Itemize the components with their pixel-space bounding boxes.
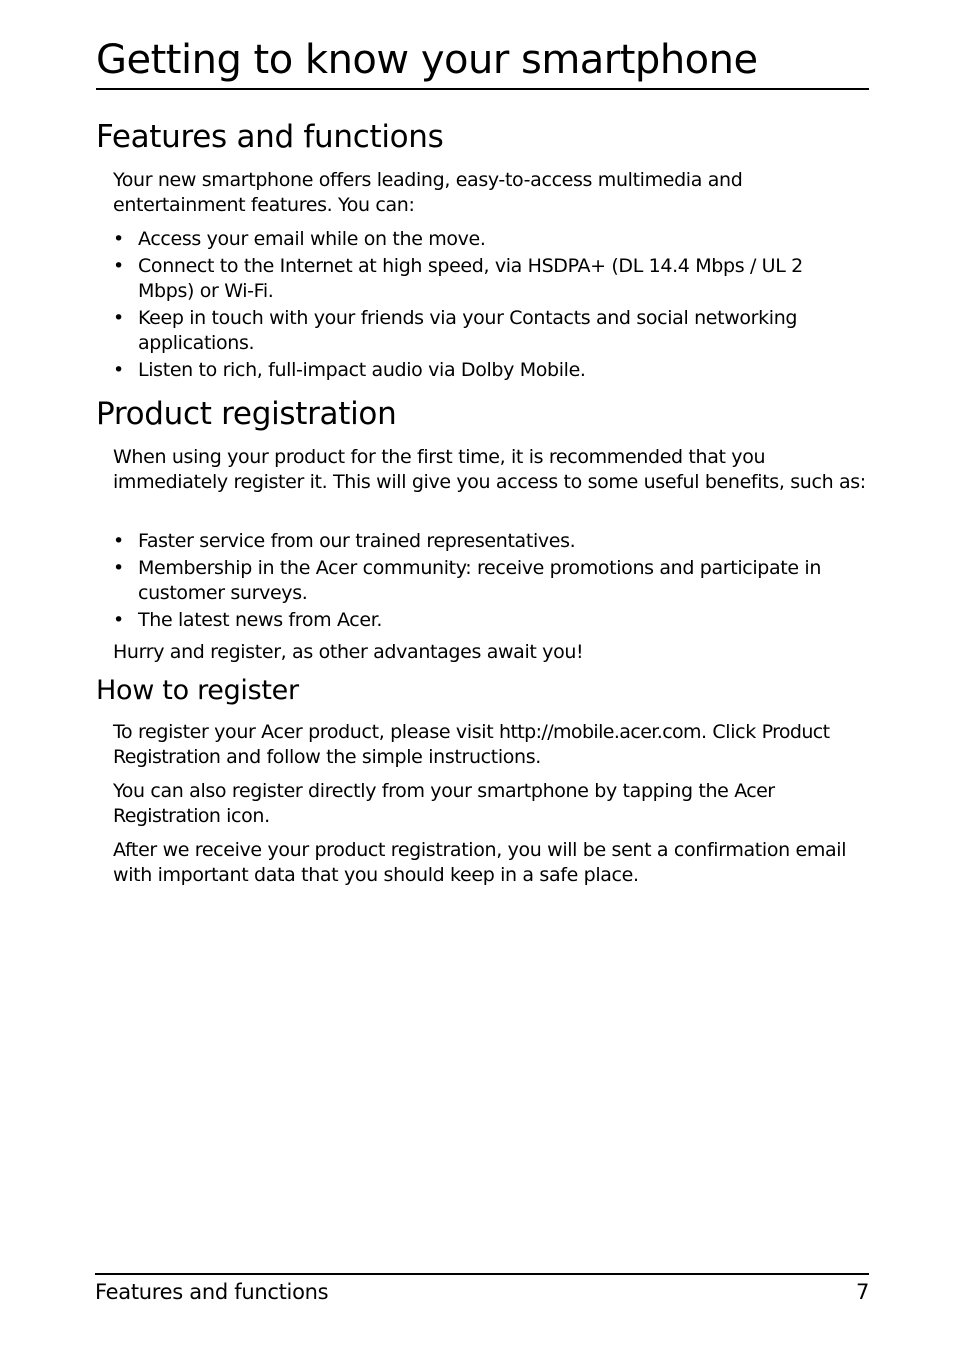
features-intro: Your new smartphone offers leading, easy-to-access multimedia and entertainment features. You can: xyxy=(113,169,743,216)
registration-intro: When using your product for the first time, it is recommended that you immediately register it. This will give you access to some useful benefits, such as: xyxy=(113,446,866,493)
registration-heading: Product registration xyxy=(96,396,397,432)
page-title: Getting to know your smartphone xyxy=(96,34,869,90)
text-span: You can also register directly from your smartphone by tapping the xyxy=(113,780,735,802)
text-span: icon. xyxy=(220,805,270,827)
list-item: • Access your email while on the move. xyxy=(113,227,833,252)
how-to-register-heading: How to register xyxy=(96,675,299,706)
product-registration-label: Product Registration xyxy=(113,721,830,768)
registration-benefits-list xyxy=(113,529,833,635)
how-to-register-confirmation-paragraph: After we receive your product registration, you will be sent a confirmation email with important data that you should keep in a safe place. xyxy=(113,839,847,886)
text-span: and follow the simple instructions. xyxy=(220,746,541,768)
text-span: To register your Acer product, please visit xyxy=(113,721,500,743)
list-item: • Faster service from our trained representatives. xyxy=(113,529,833,554)
list-item: • Listen to rich, full-impact audio via Dolby Mobile. xyxy=(113,358,833,383)
registration-url-link[interactable]: http://mobile.acer.com xyxy=(499,721,701,743)
text-span: . Click xyxy=(700,721,762,743)
acer-registration-label: Acer Registration xyxy=(113,780,775,827)
features-heading: Features and functions xyxy=(96,119,444,155)
list-item: • Connect to the Internet at high speed, via HSDPA+ (DL 14.4 Mbps / UL 2 Mbps) or Wi-Fi. xyxy=(113,254,833,304)
list-item: • The latest news from Acer. xyxy=(113,608,833,633)
list-item: • Keep in touch with your friends via your Contacts and social networking applications. xyxy=(113,306,833,356)
page-number: 7 xyxy=(855,1280,869,1304)
list-item: • Membership in the Acer community: receive promotions and participate in customer surveys. xyxy=(113,556,833,606)
footer-section-title: Features and functions xyxy=(95,1280,329,1304)
how-to-register-visit-paragraph xyxy=(113,720,869,770)
registration-closing: Hurry and register, as other advantages await you! xyxy=(113,641,584,663)
page-footer xyxy=(95,1273,869,1304)
how-to-register-phone-paragraph xyxy=(113,779,869,829)
features-list xyxy=(113,227,833,385)
